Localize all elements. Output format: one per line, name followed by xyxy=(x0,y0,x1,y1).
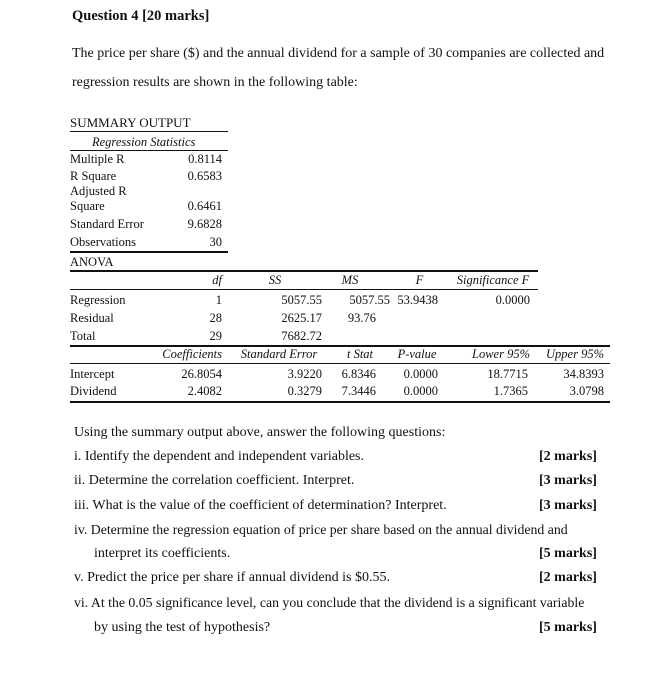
coef-header-std-error: Standard Error xyxy=(240,347,318,361)
question-item-iii: iii. What is the value of the coefficient of determination? Interpret. xyxy=(74,498,447,513)
anova-header-f: F xyxy=(415,273,424,287)
coef-cell: 2.4082 xyxy=(187,384,222,398)
anova-row-label: Total xyxy=(70,329,96,343)
regstats-header-rule xyxy=(70,150,228,151)
anova-cell: 2625.17 xyxy=(281,311,322,325)
questions-lead: Using the summary output above, answer the following questions: xyxy=(74,425,446,440)
question-marks: [3 marks] xyxy=(539,498,597,513)
stat-value: 0.6583 xyxy=(187,169,222,183)
anova-cell: 5057.55 xyxy=(281,293,322,307)
question-marks: [3 marks] xyxy=(539,473,597,488)
question-marks: [5 marks] xyxy=(539,620,597,635)
anova-cell: 0.0000 xyxy=(495,293,530,307)
coef-cell: 34.8393 xyxy=(563,367,604,381)
coef-header-rule xyxy=(70,363,610,364)
coef-row-label: Intercept xyxy=(70,367,115,381)
stat-label: Multiple R xyxy=(70,152,125,166)
question-marks: [2 marks] xyxy=(539,449,597,464)
anova-header-rule xyxy=(70,289,538,290)
anova-cell: 53.9438 xyxy=(397,293,438,307)
coef-cell: 7.3446 xyxy=(341,384,376,398)
anova-title: ANOVA xyxy=(70,255,114,269)
coef-header-t-stat: t Stat xyxy=(346,347,374,361)
question-item-vi: vi. At the 0.05 significance level, can you conclude that the dividend is a significant variable xyxy=(74,595,585,610)
coef-cell: 6.8346 xyxy=(341,367,376,381)
question-item-ii: ii. Determine the correlation coefficient. Interpret. xyxy=(74,473,355,488)
stat-value: 0.8114 xyxy=(188,152,222,166)
question-item-v: v. Predict the price per share if annual dividend is $0.55. xyxy=(74,570,390,585)
anova-cell: 5057.55 xyxy=(349,293,390,307)
coef-cell: 18.7715 xyxy=(487,367,528,381)
coef-cell: 3.0798 xyxy=(569,384,604,398)
coef-header-lower: Lower 95% xyxy=(472,347,530,361)
anova-header-ms: MS xyxy=(341,273,359,287)
anova-cell: 93.76 xyxy=(347,311,376,325)
coef-cell: 26.8054 xyxy=(181,367,222,381)
coef-cell: 1.7365 xyxy=(493,384,528,398)
question-marks: [5 marks] xyxy=(539,546,597,561)
intro-line-2: regression results are shown in the following table: xyxy=(72,75,358,90)
summary-rule xyxy=(70,131,228,132)
anova-row-label: Regression xyxy=(70,293,126,307)
stat-label: R Square xyxy=(70,169,117,183)
anova-cell: 28 xyxy=(209,311,222,325)
intro-line-1: The price per share ($) and the annual dividend for a sample of 30 companies are collected and xyxy=(72,46,605,61)
anova-header-ss: SS xyxy=(268,273,282,287)
anova-header-df: df xyxy=(212,273,222,287)
regstats-bottom-rule xyxy=(70,251,228,253)
coef-header-p-value: P-value xyxy=(397,347,437,361)
anova-header-sig: Significance F xyxy=(456,273,530,287)
coef-header-coefficients: Coefficients xyxy=(162,347,222,361)
question-title: Question 4 [20 marks] xyxy=(72,8,210,24)
coef-cell: 0.0000 xyxy=(403,367,438,381)
stat-label: Observations xyxy=(70,235,136,249)
stat-value: 30 xyxy=(209,235,222,249)
coef-cell: 3.9220 xyxy=(287,367,322,381)
coef-cell: 0.3279 xyxy=(287,384,322,398)
stat-value: 9.6828 xyxy=(187,217,222,231)
question-item-i: i. Identify the dependent and independent variables. xyxy=(74,449,365,464)
stat-label: Square xyxy=(70,199,105,213)
coef-row-label: Dividend xyxy=(70,384,117,398)
question-item-iv-cont: interpret its coefficients. xyxy=(94,546,231,561)
question-marks: [2 marks] xyxy=(539,570,597,585)
stat-value: 0.6461 xyxy=(187,199,222,213)
anova-row-label: Residual xyxy=(70,311,114,325)
question-item-vi-cont: by using the test of hypothesis? xyxy=(94,620,271,635)
stat-label: Standard Error xyxy=(70,217,144,231)
coef-cell: 0.0000 xyxy=(403,384,438,398)
question-item-iv: iv. Determine the regression equation of price per share based on the annual dividend and xyxy=(74,522,568,537)
stat-label: Adjusted R xyxy=(70,184,127,198)
anova-top-rule xyxy=(70,270,538,272)
coef-header-upper: Upper 95% xyxy=(546,347,604,361)
anova-cell: 29 xyxy=(209,329,222,343)
anova-cell: 1 xyxy=(215,293,222,307)
coef-bottom-rule xyxy=(70,401,610,403)
summary-output-heading: SUMMARY OUTPUT xyxy=(70,115,191,130)
regression-statistics-title: Regression Statistics xyxy=(92,135,196,149)
anova-cell: 7682.72 xyxy=(281,329,322,343)
